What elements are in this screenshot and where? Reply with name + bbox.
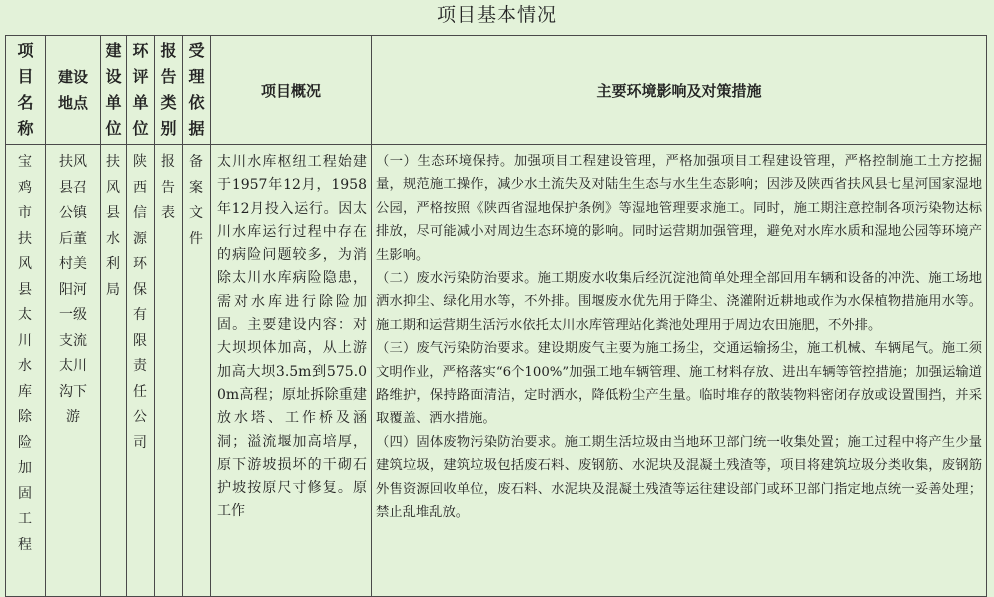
- measure-solid-waste: （四）固体废物污染防治要求。施工期生活垃圾由当地环卫部门统一收集处置；施工过程中将产生少量建筑垃圾，建筑垃圾包括废石料、废钢筋、水泥块及混凝土残渣等，项目将建筑垃圾分类收集，废钢筋外售资源回收单位，废石料、水泥块及混凝土残渣等运往建设部门或环卫部门指定地点统一妥善处理；禁止乱堆乱放。: [376, 434, 982, 521]
- table-row: [6, 145, 987, 597]
- measure-exhaust: （三）废气污染防治要求。建设期废气主要为施工扬尘，交通运输扬尘，施工机械、车辆尾气。施工须文明作业，严格落实“6个100%”加强工地车辆管理、施工材料存放、进出车辆等管控措施；加强运输道路维护，保持路面清洁，定时洒水，降低粉尘产生量。临时堆存的散装物料密闭存放或设置围挡，并采取覆盖、洒水措施。: [376, 341, 982, 427]
- table-header-row: [6, 36, 987, 145]
- header-measures: 主要环境影响及对策措施: [372, 36, 987, 145]
- page-title: 项目基本情况: [436, 4, 557, 26]
- cell-report-type: 报告表: [155, 145, 183, 597]
- header-construction-unit: 建设单位: [101, 36, 127, 145]
- header-report-type: 报告类别: [155, 36, 183, 145]
- cell-location: 扶风县召公镇后董村美阳河一级支流太川沟下游: [46, 145, 101, 597]
- header-location: 建设地点: [46, 36, 101, 145]
- header-basis: 受理依据: [183, 36, 211, 145]
- header-project-name: 项目名称: [6, 36, 46, 145]
- cell-construction-unit: 扶风县水利局: [101, 145, 127, 597]
- cell-basis: 备案文件: [183, 145, 211, 597]
- cell-measures: [372, 145, 987, 597]
- cell-overview: 太川水库枢纽工程始建于1957年12月，1958年12月投入运行。因太川水库运行过程中存在的病险问题较多，为消除太川水库病险隐患，需对水库进行除险加固。主要建设内容：对大坝坝体加高，从上游加高大坝3.5m到575.00m高程；原址拆除重建放水塔、工作桥及涵洞；溢流堰加高培厚，原下游坡损坏的干砌石护坡按原尺寸修复。原工作: [211, 145, 372, 597]
- cell-project-name: 宝鸡市扶风县太川水库除险加固工程: [6, 145, 46, 597]
- project-table: [5, 35, 987, 597]
- measure-wastewater: （二）废水污染防治要求。施工期废水收集后经沉淀池简单处理全部回用车辆和设备的冲洗、施工场地洒水抑尘、绿化用水等，不外排。围堰废水优先用于降尘、浇灌附近耕地或作为水保植物措施用水等。施工期和运营期生活污水依托太川水库管理站化粪池处理用于周边农田施肥，不外排。: [376, 271, 982, 333]
- header-eia-unit: 环评单位: [127, 36, 155, 145]
- header-overview: 项目概况: [211, 36, 372, 145]
- cell-eia-unit: 陕西信源环保有限责任公司: [127, 145, 155, 597]
- measure-ecology: （一）生态环境保持。加强项目工程建设管理，严格加强项目工程建设管理，严格控制施工土方挖掘量，规范施工操作，减少水土流失及对陆生生态与水生生态影响；因涉及陕西省扶风县七星河国家湿地公园，严格按照《陕西省湿地保护条例》等湿地管理要求施工。同时，施工期注意控制各项污染物达标排放，尽可能减小对周边生态环境的影响。同时运营期加强管理，避免对水库水质和湿地公园等环境产生影响。: [376, 154, 982, 263]
